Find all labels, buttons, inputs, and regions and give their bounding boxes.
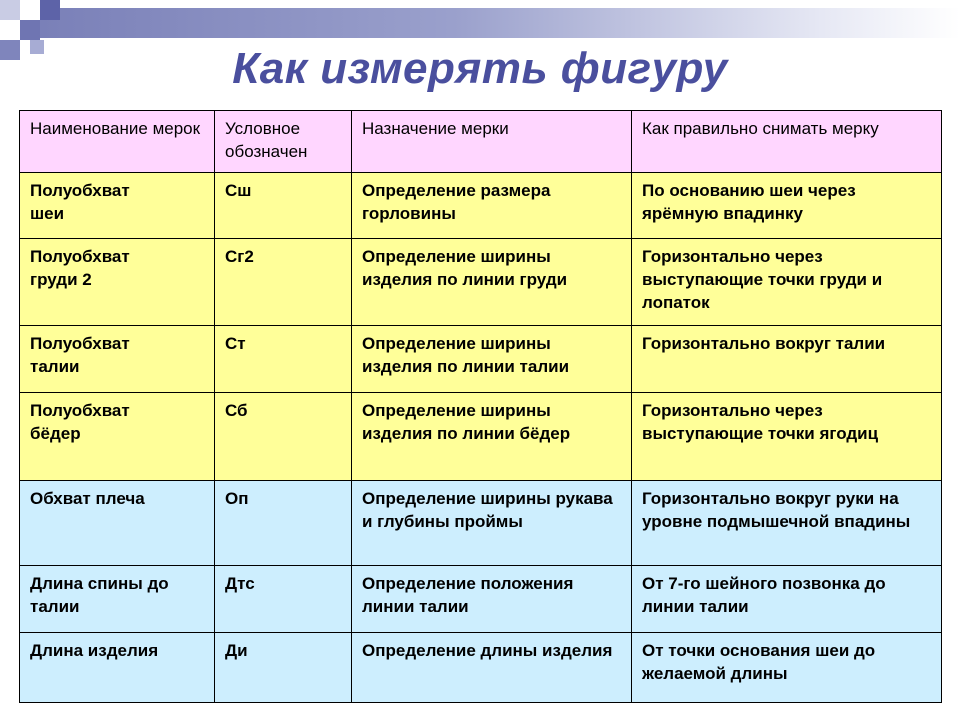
table-cell: Полуобхват бёдер xyxy=(20,393,215,481)
table-cell: Обхват плеча xyxy=(20,481,215,566)
table-cell: Сш xyxy=(215,173,352,239)
table-cell: Длина изделия xyxy=(20,633,215,703)
table-row xyxy=(20,173,942,239)
table-cell: Сг2 xyxy=(215,239,352,326)
table-row xyxy=(20,239,942,326)
table-header-row xyxy=(20,111,942,173)
table-cell: Определение ширины изделия по линии талии xyxy=(352,326,632,393)
page-title: Как измерять фигуру xyxy=(232,44,728,93)
table-row xyxy=(20,633,942,703)
top-band xyxy=(40,8,960,38)
table-row xyxy=(20,481,942,566)
table-cell: Определение размера горловины xyxy=(352,173,632,239)
table-cell: Определение длины изделия xyxy=(352,633,632,703)
table-cell: Горизонтально вокруг талии xyxy=(632,326,942,393)
table-cell: Определение положения линии талии xyxy=(352,566,632,633)
table-cell: Горизонтально вокруг руки на уровне подмышечной впадины xyxy=(632,481,942,566)
table-cell: От точки основания шеи до желаемой длины xyxy=(632,633,942,703)
table-cell: Длина спины до талии xyxy=(20,566,215,633)
measurements-table xyxy=(19,110,942,703)
table-cell: Сб xyxy=(215,393,352,481)
decor-square xyxy=(20,20,40,40)
table-cell: По основанию шеи через ярёмную впадинку xyxy=(632,173,942,239)
table-cell: Определение ширины изделия по линии груди xyxy=(352,239,632,326)
header-cell: Условное обозначен xyxy=(215,111,352,173)
table-cell: Горизонтально через выступающие точки ягодиц xyxy=(632,393,942,481)
table-cell: От 7-го шейного позвонка до линии талии xyxy=(632,566,942,633)
table-cell: Полуобхват груди 2 xyxy=(20,239,215,326)
table-cell: Ст xyxy=(215,326,352,393)
table-cell: Определение ширины изделия по линии бёдер xyxy=(352,393,632,481)
table-row xyxy=(20,566,942,633)
table-row xyxy=(20,393,942,481)
decor-square xyxy=(0,0,20,20)
table-row xyxy=(20,326,942,393)
table-cell: Полуобхват талии xyxy=(20,326,215,393)
decor-square xyxy=(40,0,60,20)
table-cell: Оп xyxy=(215,481,352,566)
header-cell: Назначение мерки xyxy=(352,111,632,173)
table-cell: Ди xyxy=(215,633,352,703)
table-cell: Определение ширины рукава и глубины проймы xyxy=(352,481,632,566)
table-cell: Полуобхват шеи xyxy=(20,173,215,239)
table-cell: Горизонтально через выступающие точки груди и лопаток xyxy=(632,239,942,326)
header-cell: Как правильно снимать мерку xyxy=(632,111,942,173)
header-cell: Наименование мерок xyxy=(20,111,215,173)
table-cell: Дтс xyxy=(215,566,352,633)
